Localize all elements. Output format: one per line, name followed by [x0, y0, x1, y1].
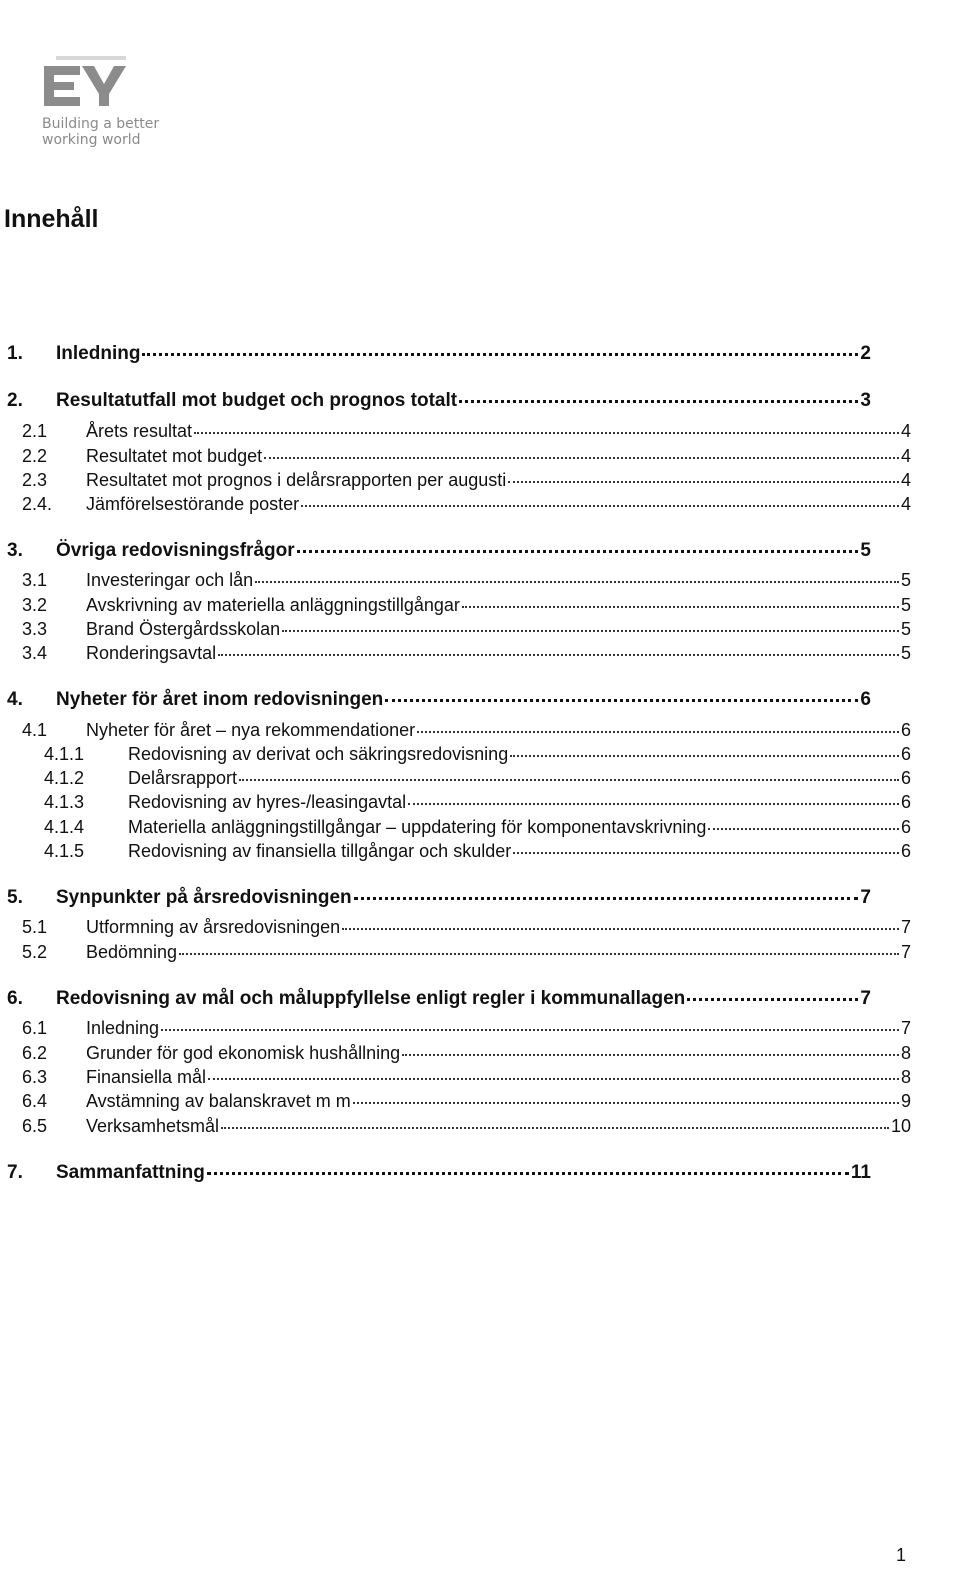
toc-dot-leader [194, 432, 899, 434]
toc-entry[interactable] [7, 1162, 871, 1184]
toc-entry-label: Verksamhetsmål [86, 1116, 220, 1136]
toc-entry-number: 1. [7, 343, 23, 364]
toc-entry[interactable] [22, 720, 911, 741]
toc-entry-label: Jämförelsestörande poster [86, 494, 300, 514]
toc-entry-page: 5 [900, 595, 911, 615]
toc-dot-leader [462, 606, 899, 608]
toc-entry[interactable] [7, 887, 871, 909]
toc-entry-label: Resultatet mot budget [86, 446, 263, 466]
toc-dot-leader [142, 353, 858, 356]
toc-dot-leader [207, 1172, 849, 1175]
toc-entry-label: Övriga redovisningsfrågor [56, 540, 295, 561]
toc-entry-number: 3.4 [22, 643, 48, 663]
toc-entry-page: 3 [860, 390, 871, 411]
toc-entry[interactable] [7, 390, 871, 412]
toc-entry-label: Redovisning av derivat och säkringsredovisning [128, 744, 509, 764]
toc-entry[interactable] [22, 494, 911, 515]
toc-dot-leader [513, 852, 899, 854]
toc-entry[interactable] [44, 792, 911, 813]
toc-dot-leader [508, 481, 899, 483]
toc-dot-leader [402, 1054, 899, 1056]
toc-entry-number: 3. [7, 540, 23, 561]
toc-dot-leader [218, 654, 899, 656]
toc-entry-number: 6.1 [22, 1018, 48, 1038]
toc-entry-page: 7 [860, 887, 871, 908]
toc-entry-number: 4.1 [22, 720, 48, 740]
toc-dot-leader [459, 400, 858, 403]
toc-entry-page: 5 [900, 619, 911, 639]
toc-entry-label: Årets resultat [86, 421, 193, 441]
toc-dot-leader [417, 731, 899, 733]
toc-entry-label: Nyheter för året inom redovisningen [56, 689, 384, 710]
toc-dot-leader [353, 1102, 899, 1104]
toc-entry-number: 4. [7, 689, 23, 710]
toc-entry-label: Redovisning av mål och måluppfyllelse enligt regler i kommunallagen [56, 988, 686, 1009]
toc-entry-page: 6 [900, 768, 911, 788]
toc-entry-number: 6.5 [22, 1116, 48, 1136]
toc-entry[interactable] [44, 744, 911, 765]
toc-title: Innehåll [4, 205, 99, 233]
toc-entry-number: 2. [7, 390, 23, 411]
toc-entry[interactable] [22, 942, 911, 963]
toc-entry-number: 2.3 [22, 470, 48, 490]
toc-dot-leader [342, 928, 899, 930]
toc-entry[interactable] [22, 1116, 911, 1137]
toc-entry-page: 7 [860, 988, 871, 1009]
toc-entry-number: 6.4 [22, 1091, 48, 1111]
toc-entry-label: Investeringar och lån [86, 570, 254, 590]
toc-dot-leader [354, 897, 859, 900]
toc-entry[interactable] [22, 446, 911, 467]
toc-entry-page: 7 [900, 942, 911, 962]
toc-dot-leader [221, 1127, 889, 1129]
toc-entry[interactable] [22, 421, 911, 442]
toc-entry-label: Inledning [86, 1018, 160, 1038]
toc-entry-page: 7 [900, 1018, 911, 1038]
toc-entry-label: Resultatet mot prognos i delårsrapporten per augusti [86, 470, 507, 490]
toc-entry[interactable] [22, 1018, 911, 1039]
toc-entry-label: Synpunkter på årsredovisningen [56, 887, 352, 908]
toc-entry[interactable] [22, 619, 911, 640]
toc-entry[interactable] [7, 540, 871, 562]
tagline-line-1: Building a better [42, 116, 160, 132]
toc-entry-page: 8 [900, 1043, 911, 1063]
toc-entry-page: 5 [900, 570, 911, 590]
toc-entry-page: 4 [900, 421, 911, 441]
toc-entry-page: 6 [860, 689, 871, 710]
toc-entry[interactable] [22, 1043, 911, 1064]
toc-entry-number: 2.2 [22, 446, 48, 466]
toc-dot-leader [297, 550, 859, 553]
toc-entry-page: 10 [890, 1116, 911, 1136]
toc-entry[interactable] [22, 1091, 911, 1112]
toc-entry[interactable] [22, 570, 911, 591]
toc-dot-leader [264, 457, 899, 459]
toc-entry[interactable] [7, 988, 871, 1010]
toc-entry[interactable] [22, 470, 911, 491]
tagline-line-2: working world [42, 132, 141, 148]
toc-entry-page: 5 [900, 643, 911, 663]
toc-entry-label: Bedömning [86, 942, 178, 962]
toc-entry[interactable] [44, 768, 911, 789]
page-number: 1 [896, 1545, 907, 1565]
toc-dot-leader [208, 1078, 899, 1080]
toc-entry-label: Resultatutfall mot budget och prognos totalt [56, 390, 458, 411]
toc-entry-label: Materiella anläggningstillgångar – uppdatering för komponentavskrivning [128, 817, 707, 837]
toc-entry-page: 4 [900, 446, 911, 466]
toc-entry-label: Utformning av årsredovisningen [86, 917, 341, 937]
toc-entry-number: 7. [7, 1162, 23, 1183]
toc-entry[interactable] [44, 841, 911, 862]
toc-entry-page: 6 [900, 792, 911, 812]
toc-entry-page: 4 [900, 494, 911, 514]
toc-entry-label: Ronderingsavtal [86, 643, 217, 663]
toc-dot-leader [385, 699, 858, 702]
toc-entry-page: 9 [900, 1091, 911, 1111]
toc-entry[interactable] [22, 1067, 911, 1088]
toc-entry[interactable] [44, 817, 911, 838]
toc-entry-page: 4 [900, 470, 911, 490]
toc-entry-number: 3.1 [22, 570, 48, 590]
toc-dot-leader [510, 755, 899, 757]
toc-entry-number: 4.1.3 [44, 792, 85, 812]
toc-entry-label: Avskrivning av materiella anläggningstillgångar [86, 595, 460, 615]
toc-entry-page: 5 [860, 540, 871, 561]
toc-entry[interactable] [7, 689, 871, 711]
toc-entry[interactable] [22, 595, 911, 616]
toc-dot-leader [687, 998, 858, 1001]
toc-entry-label: Delårsrapport [128, 768, 238, 788]
toc-entry-number: 4.1.5 [44, 841, 85, 861]
toc-entry-number: 4.1.1 [44, 744, 85, 764]
toc-dot-leader [408, 803, 899, 805]
toc-entry-number: 5.2 [22, 942, 48, 962]
toc-entry-label: Sammanfattning [56, 1162, 205, 1183]
toc-entry-page: 2 [860, 343, 871, 364]
toc-entry-page: 11 [850, 1162, 871, 1183]
toc-entry-number: 4.1.2 [44, 768, 85, 788]
toc-entry-label: Nyheter för året – nya rekommendationer [86, 720, 416, 740]
toc-dot-leader [239, 779, 899, 781]
toc-entry[interactable] [22, 917, 911, 938]
toc-entry-number: 2.4. [22, 494, 53, 514]
toc-entry-number: 5.1 [22, 917, 48, 937]
toc-dot-leader [161, 1029, 899, 1031]
toc-dot-leader [255, 581, 899, 583]
toc-entry-number: 6.3 [22, 1067, 48, 1087]
toc-entry-number: 5. [7, 887, 23, 908]
toc-entry-label: Brand Östergårdsskolan [86, 619, 281, 639]
toc-entry-page: 8 [900, 1067, 911, 1087]
toc-entry-label: Inledning [56, 343, 141, 364]
toc-entry[interactable] [7, 343, 871, 365]
toc-entry-label: Redovisning av finansiella tillgångar och skulder [128, 841, 512, 861]
toc-entry-page: 7 [900, 917, 911, 937]
toc-dot-leader [282, 630, 899, 632]
toc-entry-label: Grunder för god ekonomisk hushållning [86, 1043, 401, 1063]
toc-entry-label: Finansiella mål [86, 1067, 207, 1087]
toc-entry-number: 2.1 [22, 421, 48, 441]
toc-dot-leader [708, 828, 899, 830]
toc-entry-number: 6.2 [22, 1043, 48, 1063]
toc-entry-page: 6 [900, 817, 911, 837]
toc-entry-number: 6. [7, 988, 23, 1009]
toc-entry-label: Redovisning av hyres-/leasingavtal [128, 792, 407, 812]
toc-entry-number: 4.1.4 [44, 817, 85, 837]
toc-entry-number: 3.2 [22, 595, 48, 615]
toc-entry-page: 6 [900, 841, 911, 861]
toc-dot-leader [301, 505, 899, 507]
toc-entry-number: 3.3 [22, 619, 48, 639]
toc-dot-leader [179, 953, 899, 955]
toc-entry-page: 6 [900, 720, 911, 740]
toc-entry-label: Avstämning av balanskravet m m [86, 1091, 351, 1111]
toc-entry[interactable] [22, 643, 911, 664]
toc-entry-page: 6 [900, 744, 911, 764]
